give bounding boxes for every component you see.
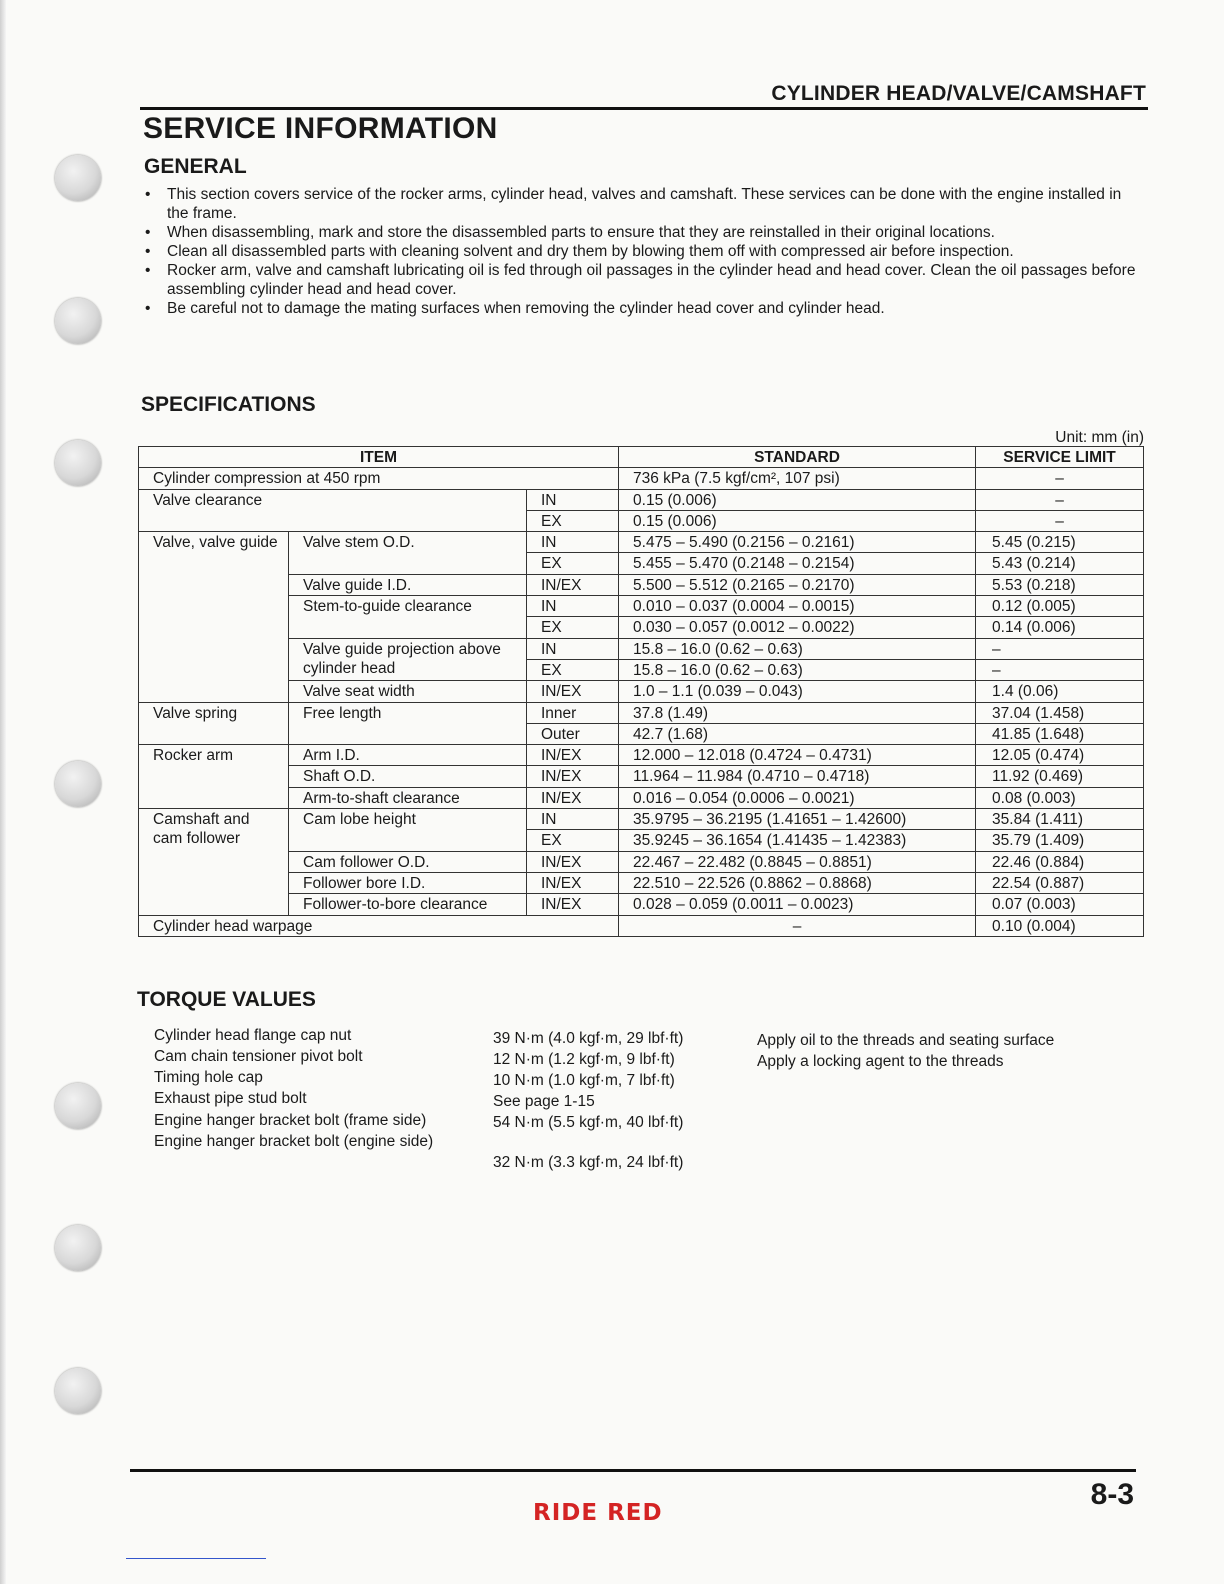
- limit-cell: 0.12 (0.005): [976, 596, 1144, 617]
- binder-hole: [55, 298, 101, 344]
- limit-cell: 5.43 (0.214): [976, 553, 1144, 574]
- torque-item-name: Cam chain tensioner pivot bolt: [154, 1048, 363, 1065]
- torque-value: 39 N·m (4.0 kgf·m, 29 lbf·ft): [493, 1030, 684, 1047]
- standard-cell: 0.15 (0.006): [619, 510, 976, 531]
- brand-logo: RIDE RED: [533, 1500, 663, 1526]
- position-cell: IN/EX: [527, 681, 619, 702]
- standard-cell: 15.8 – 16.0 (0.62 – 0.63): [619, 638, 976, 659]
- item-cell: Valve stem O.D.: [289, 532, 527, 575]
- general-bullet-list: [143, 185, 1147, 318]
- binder-hole: [55, 1083, 101, 1129]
- table-row: [139, 894, 1144, 915]
- bullet-item: • Be careful not to damage the mating surfaces when removing the cylinder head cover and cylinder head.: [143, 299, 1147, 318]
- group-cell: Camshaft and cam follower: [139, 809, 289, 915]
- table-row: [139, 787, 1144, 808]
- limit-cell: 5.45 (0.215): [976, 532, 1144, 553]
- torque-value: 54 N·m (5.5 kgf·m, 40 lbf·ft): [493, 1114, 684, 1131]
- position-cell: IN/EX: [527, 787, 619, 808]
- torque-item-name: Timing hole cap: [154, 1069, 263, 1086]
- page-edge: [0, 0, 6, 1584]
- standard-cell: 0.030 – 0.057 (0.0012 – 0.0022): [619, 617, 976, 638]
- standard-cell: 5.475 – 5.490 (0.2156 – 0.2161): [619, 532, 976, 553]
- table-row: [139, 915, 1144, 936]
- table-row: [139, 489, 1144, 510]
- standard-cell: 736 kPa (7.5 kgf/cm², 107 psi): [619, 468, 976, 489]
- binder-hole: [55, 155, 101, 201]
- table-row: [139, 809, 1144, 830]
- limit-cell: 41.85 (1.648): [976, 723, 1144, 744]
- group-cell: Valve spring: [139, 702, 289, 745]
- torque-value-list: [493, 1028, 733, 1173]
- position-cell: Outer: [527, 723, 619, 744]
- binder-hole: [55, 1225, 101, 1271]
- standard-cell: 1.0 – 1.1 (0.039 – 0.043): [619, 681, 976, 702]
- limit-cell: 22.46 (0.884): [976, 851, 1144, 872]
- col-standard-header: STANDARD: [619, 447, 976, 468]
- limit-cell: 35.79 (1.409): [976, 830, 1144, 851]
- table-row: [139, 702, 1144, 723]
- col-item-header: ITEM: [139, 447, 619, 468]
- limit-cell: 0.08 (0.003): [976, 787, 1144, 808]
- position-cell: IN: [527, 596, 619, 617]
- limit-cell: 12.05 (0.474): [976, 745, 1144, 766]
- item-cell: Valve clearance: [139, 489, 527, 532]
- footer-link-underline: [126, 1558, 266, 1559]
- position-cell: EX: [527, 659, 619, 680]
- standard-cell: 22.510 – 22.526 (0.8862 – 0.8868): [619, 872, 976, 893]
- torque-value: 10 N·m (1.0 kgf·m, 7 lbf·ft): [493, 1072, 675, 1089]
- limit-cell: –: [976, 638, 1144, 659]
- bullet-item: • Clean all disassembled parts with cleaning solvent and dry them by blowing them off with compressed air before inspection.: [143, 242, 1147, 261]
- table-row: [139, 574, 1144, 595]
- position-cell: IN/EX: [527, 894, 619, 915]
- position-cell: IN/EX: [527, 851, 619, 872]
- item-cell: Follower-to-bore clearance: [289, 894, 527, 915]
- standard-cell: 15.8 – 16.0 (0.62 – 0.63): [619, 659, 976, 680]
- item-cell: Cylinder head warpage: [139, 915, 619, 936]
- position-cell: IN/EX: [527, 872, 619, 893]
- torque-note-list: [757, 1030, 1137, 1072]
- table-row: [139, 681, 1144, 702]
- limit-cell: 11.92 (0.469): [976, 766, 1144, 787]
- standard-cell: 37.8 (1.49): [619, 702, 976, 723]
- position-cell: IN/EX: [527, 766, 619, 787]
- binder-hole: [55, 761, 101, 807]
- torque-heading: TORQUE VALUES: [137, 988, 316, 1011]
- table-row: [139, 532, 1144, 553]
- torque-value: See page 1-15: [493, 1093, 595, 1110]
- standard-cell: 5.455 – 5.470 (0.2148 – 0.2154): [619, 553, 976, 574]
- position-cell: Inner: [527, 702, 619, 723]
- table-row: [139, 745, 1144, 766]
- item-cell: Arm I.D.: [289, 745, 527, 766]
- position-cell: EX: [527, 553, 619, 574]
- item-cell: Valve guide I.D.: [289, 574, 527, 595]
- item-cell: Valve guide projection above cylinder head: [289, 638, 527, 681]
- standard-cell: 12.000 – 12.018 (0.4724 – 0.4731): [619, 745, 976, 766]
- item-cell: Shaft O.D.: [289, 766, 527, 787]
- torque-value: 12 N·m (1.2 kgf·m, 9 lbf·ft): [493, 1051, 675, 1068]
- unit-label: Unit: mm (in): [1055, 429, 1144, 446]
- limit-cell: 35.84 (1.411): [976, 809, 1144, 830]
- limit-cell: –: [976, 489, 1144, 510]
- limit-cell: 5.53 (0.218): [976, 574, 1144, 595]
- item-cell: Free length: [289, 702, 527, 745]
- limit-cell: –: [976, 468, 1144, 489]
- position-cell: IN: [527, 532, 619, 553]
- group-cell: Rocker arm: [139, 745, 289, 809]
- standard-cell: 0.15 (0.006): [619, 489, 976, 510]
- standard-cell: 11.964 – 11.984 (0.4710 – 0.4718): [619, 766, 976, 787]
- table-row: [139, 638, 1144, 659]
- col-limit-header: SERVICE LIMIT: [976, 447, 1144, 468]
- limit-cell: 0.10 (0.004): [976, 915, 1144, 936]
- torque-item-name: Engine hanger bracket bolt (engine side): [154, 1133, 434, 1150]
- table-row: [139, 468, 1144, 489]
- standard-cell: –: [619, 915, 976, 936]
- footer-rule: [130, 1469, 1136, 1472]
- torque-note: Apply a locking agent to the threads: [757, 1053, 1004, 1070]
- group-cell: Valve, valve guide: [139, 532, 289, 702]
- position-cell: IN/EX: [527, 745, 619, 766]
- table-header-row: [139, 447, 1144, 468]
- standard-cell: 5.500 – 5.512 (0.2165 – 0.2170): [619, 574, 976, 595]
- torque-item-list: [154, 1025, 454, 1151]
- binder-hole: [55, 1368, 101, 1414]
- page-title: SERVICE INFORMATION: [143, 112, 498, 145]
- standard-cell: 35.9245 – 36.1654 (1.41435 – 1.42383): [619, 830, 976, 851]
- position-cell: IN: [527, 809, 619, 830]
- header-rule: [140, 107, 1148, 110]
- standard-cell: 0.010 – 0.037 (0.0004 – 0.0015): [619, 596, 976, 617]
- limit-cell: –: [976, 659, 1144, 680]
- binder-hole: [55, 440, 101, 486]
- limit-cell: 1.4 (0.06): [976, 681, 1144, 702]
- table-row: [139, 596, 1144, 617]
- table-row: [139, 766, 1144, 787]
- specifications-table: [138, 446, 1144, 937]
- item-cell: Cylinder compression at 450 rpm: [139, 468, 619, 489]
- standard-cell: 22.467 – 22.482 (0.8845 – 0.8851): [619, 851, 976, 872]
- limit-cell: 22.54 (0.887): [976, 872, 1144, 893]
- position-cell: EX: [527, 830, 619, 851]
- item-cell: Cam follower O.D.: [289, 851, 527, 872]
- torque-note: Apply oil to the threads and seating surface: [757, 1032, 1055, 1049]
- table-row: [139, 872, 1144, 893]
- section-header: CYLINDER HEAD/VALVE/CAMSHAFT: [771, 82, 1146, 105]
- standard-cell: 0.016 – 0.054 (0.0006 – 0.0021): [619, 787, 976, 808]
- position-cell: EX: [527, 510, 619, 531]
- item-cell: Follower bore I.D.: [289, 872, 527, 893]
- torque-item-name: Exhaust pipe stud bolt: [154, 1090, 307, 1107]
- item-cell: Stem-to-guide clearance: [289, 596, 527, 639]
- bullet-item: • Rocker arm, valve and camshaft lubricating oil is fed through oil passages in the cylinder head and head cover. Clean the oil passages before assembling cylinder head and head cover.: [143, 261, 1147, 299]
- bullet-item: • This section covers service of the rocker arms, cylinder head, valves and camshaft. These services can be done with the engine installed in the frame.: [143, 185, 1147, 223]
- position-cell: IN: [527, 489, 619, 510]
- limit-cell: –: [976, 510, 1144, 531]
- page-number: 8-3: [1090, 1478, 1134, 1511]
- torque-item-name: Engine hanger bracket bolt (frame side): [154, 1112, 427, 1129]
- position-cell: IN/EX: [527, 574, 619, 595]
- limit-cell: 0.14 (0.006): [976, 617, 1144, 638]
- position-cell: IN: [527, 638, 619, 659]
- item-cell: Valve seat width: [289, 681, 527, 702]
- bullet-item: • When disassembling, mark and store the disassembled parts to ensure that they are reinstalled in their original locations.: [143, 223, 1147, 242]
- limit-cell: 0.07 (0.003): [976, 894, 1144, 915]
- standard-cell: 35.9795 – 36.2195 (1.41651 – 1.42600): [619, 809, 976, 830]
- general-heading: GENERAL: [144, 155, 247, 178]
- torque-item-name: Cylinder head flange cap nut: [154, 1027, 352, 1044]
- limit-cell: 37.04 (1.458): [976, 702, 1144, 723]
- standard-cell: 42.7 (1.68): [619, 723, 976, 744]
- item-cell: Arm-to-shaft clearance: [289, 787, 527, 808]
- item-cell: Cam lobe height: [289, 809, 527, 852]
- table-row: [139, 851, 1144, 872]
- specifications-heading: SPECIFICATIONS: [141, 393, 316, 416]
- torque-value: 32 N·m (3.3 kgf·m, 24 lbf·ft): [493, 1154, 684, 1171]
- standard-cell: 0.028 – 0.059 (0.0011 – 0.0023): [619, 894, 976, 915]
- position-cell: EX: [527, 617, 619, 638]
